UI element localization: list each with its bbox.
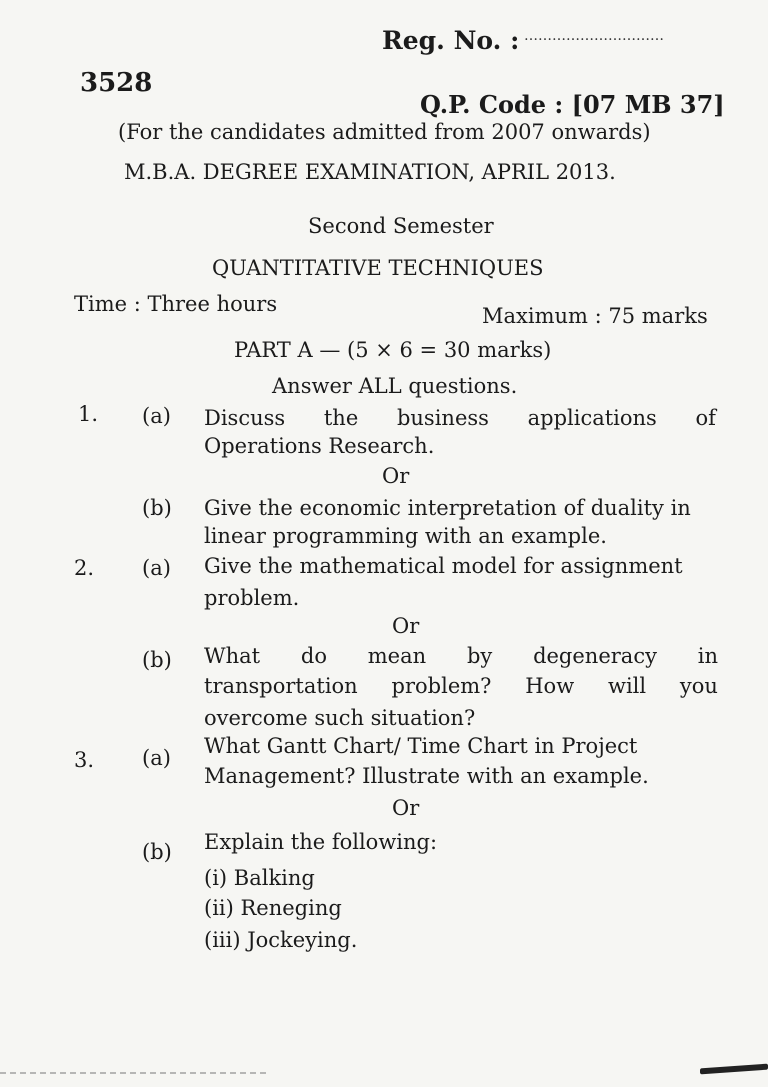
- question-line: What Gantt Chart/ Time Chart in Project: [204, 734, 638, 758]
- reg-no-label: Reg. No. :: [382, 26, 520, 55]
- scan-footer-artifact: [0, 1072, 270, 1074]
- sub-label: (b): [142, 840, 172, 864]
- admission-note: (For the candidates admitted from 2007 onwards): [118, 120, 651, 144]
- part-a-instruction: Answer ALL questions.: [272, 374, 518, 398]
- word: What: [204, 644, 261, 668]
- or-label: Or: [392, 796, 420, 820]
- word: will: [607, 674, 647, 698]
- question-line: linear programming with an example.: [204, 524, 607, 548]
- word: degeneracy: [533, 644, 657, 668]
- list-item: (ii) Reneging: [204, 896, 342, 920]
- question-line: [204, 674, 718, 698]
- word: you: [679, 674, 718, 698]
- word: How: [525, 674, 575, 698]
- question-line: overcome such situation?: [204, 706, 476, 730]
- sub-label: (b): [142, 648, 172, 672]
- or-label: Or: [382, 464, 410, 488]
- question-line: [204, 644, 718, 668]
- word: transportation: [204, 674, 358, 698]
- question-number: 1.: [78, 402, 99, 426]
- sub-label: (a): [142, 556, 171, 580]
- word: business: [396, 406, 489, 430]
- reg-no-blank: …………………………: [524, 28, 664, 44]
- word: of: [695, 406, 716, 430]
- scan-corner-mark: [700, 1064, 768, 1075]
- maximum-marks: Maximum : 75 marks: [482, 304, 708, 328]
- part-a-title: PART A — (5 × 6 = 30 marks): [234, 338, 552, 362]
- question-number: 2.: [74, 556, 95, 580]
- sub-label: (a): [142, 404, 171, 428]
- question-line: problem.: [204, 586, 300, 610]
- sub-label: (b): [142, 496, 172, 520]
- question-line: Give the economic interpretation of duality in: [204, 496, 691, 520]
- qp-code: Q.P. Code : [07 MB 37]: [420, 90, 725, 119]
- subject-title: QUANTITATIVE TECHNIQUES: [212, 256, 544, 280]
- question-line: Give the mathematical model for assignment: [204, 554, 683, 578]
- question-line: Operations Research.: [204, 434, 435, 458]
- word: applications: [527, 406, 657, 430]
- or-label: Or: [392, 614, 420, 638]
- word: the: [323, 406, 359, 430]
- word: problem?: [391, 674, 492, 698]
- word: Discuss: [204, 406, 286, 430]
- question-number: 3.: [74, 748, 95, 772]
- list-item: (i) Balking: [204, 866, 315, 890]
- word: mean: [367, 644, 427, 668]
- question-line: Management? Illustrate with an example.: [204, 764, 649, 788]
- list-item: (iii) Jockeying.: [204, 928, 358, 952]
- semester: Second Semester: [308, 214, 494, 238]
- exam-title: M.B.A. DEGREE EXAMINATION, APRIL 2013.: [124, 160, 616, 184]
- question-line: [204, 406, 716, 430]
- sub-label: (a): [142, 746, 171, 770]
- paper-number: 3528: [80, 68, 153, 98]
- word: by: [466, 644, 493, 668]
- word: in: [697, 644, 718, 668]
- question-line: Explain the following:: [204, 830, 438, 854]
- word: do: [300, 644, 327, 668]
- exam-duration: Time : Three hours: [74, 292, 278, 316]
